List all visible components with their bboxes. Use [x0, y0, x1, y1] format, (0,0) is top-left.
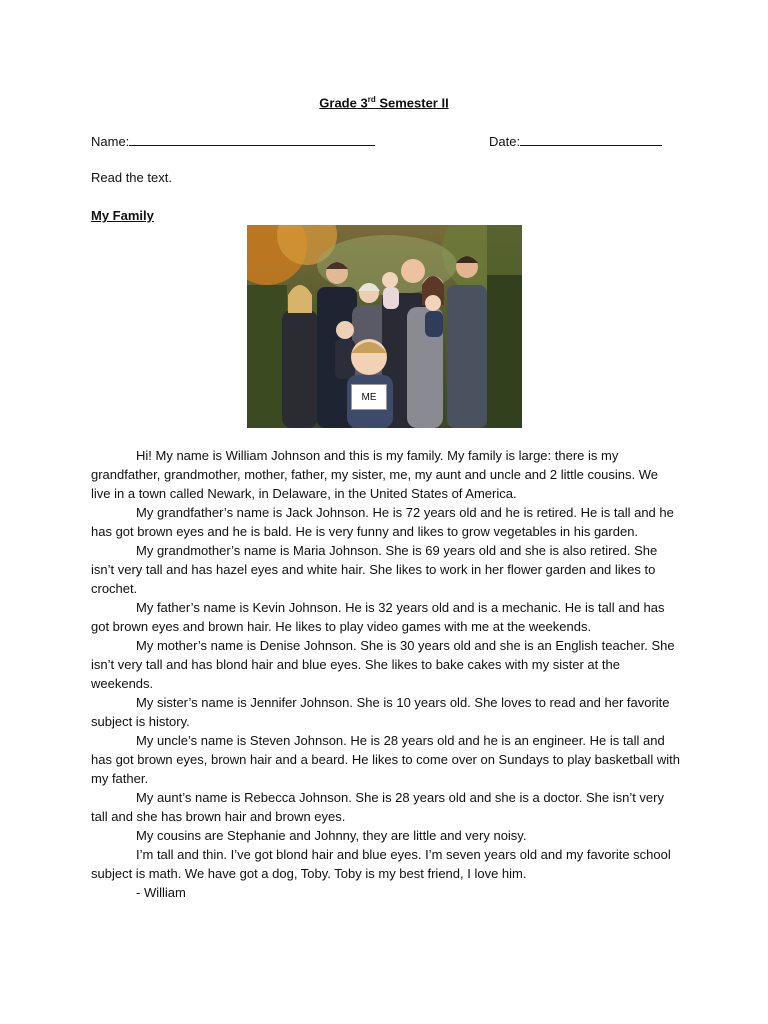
story-paragraph: My grandfather’s name is Jack Johnson. He is 72 years old and he is retired. He is tall and he has got brown eyes and he is bald. He is very funny and likes to grow vegetables in his garden.: [91, 505, 674, 539]
page-title: Grade 3rd Semester II: [319, 95, 449, 111]
signature: - William: [136, 885, 186, 900]
date-blank-line[interactable]: [520, 132, 662, 146]
story-paragraph: I’m tall and thin. I’ve got blond hair and blue eyes. I’m seven years old and my favorite school subject is math. We have got a dog, Toby. Toby is my best friend, I love him.: [91, 847, 671, 881]
story-paragraph: My father’s name is Kevin Johnson. He is 32 years old and is a mechanic. He is tall and has got brown eyes and brown hair. He likes to play video games with me at the weekends.: [91, 600, 665, 634]
story-paragraph: My grandmother’s name is Maria Johnson. She is 69 years old and she is also retired. She isn’t very tall and has hazel eyes and white hair. She likes to work in her flower garden and likes to crochet.: [91, 543, 658, 596]
name-blank-line[interactable]: [129, 132, 375, 146]
story-paragraph: My uncle’s name is Steven Johnson. He is 28 years old and he is an engineer. He is tall and has got brown eyes, brown hair and a beard. He likes to come over on Sundays to play basketball with my father.: [91, 733, 680, 786]
story-paragraph: Hi! My name is William Johnson and this is my family. My family is large: there is my grandfather, grandmother, mother, father, my sister, me, my aunt and uncle and 2 little cousins. We live in a town called Newark, in Delaware, in the United States of America.: [91, 448, 659, 501]
family-photo: [247, 225, 522, 428]
story-text: [91, 446, 681, 902]
name-label: Name:: [91, 134, 130, 149]
story-paragraph: My aunt’s name is Rebecca Johnson. She is 28 years old and she is a doctor. She isn’t very tall and she has brown hair and brown eyes.: [91, 790, 664, 824]
name-field: [91, 132, 375, 149]
date-label: Date:: [489, 134, 521, 149]
name-date-row: [91, 132, 681, 150]
date-field: [489, 132, 662, 149]
story-paragraph: My mother’s name is Denise Johnson. She is 30 years old and she is an English teacher. She isn’t very tall and has blond hair and blue eyes. She likes to bake cakes with my sister at the weekends.: [91, 638, 675, 691]
instruction-text: Read the text.: [91, 170, 172, 185]
title-superscript: rd: [367, 95, 376, 104]
story-paragraph: My cousins are Stephanie and Johnny, they are little and very noisy.: [136, 828, 527, 843]
section-title: My Family: [91, 208, 154, 223]
story-paragraph: My sister’s name is Jennifer Johnson. She is 10 years old. She loves to read and her favorite subject is history.: [91, 695, 670, 729]
me-label: ME: [351, 384, 387, 410]
